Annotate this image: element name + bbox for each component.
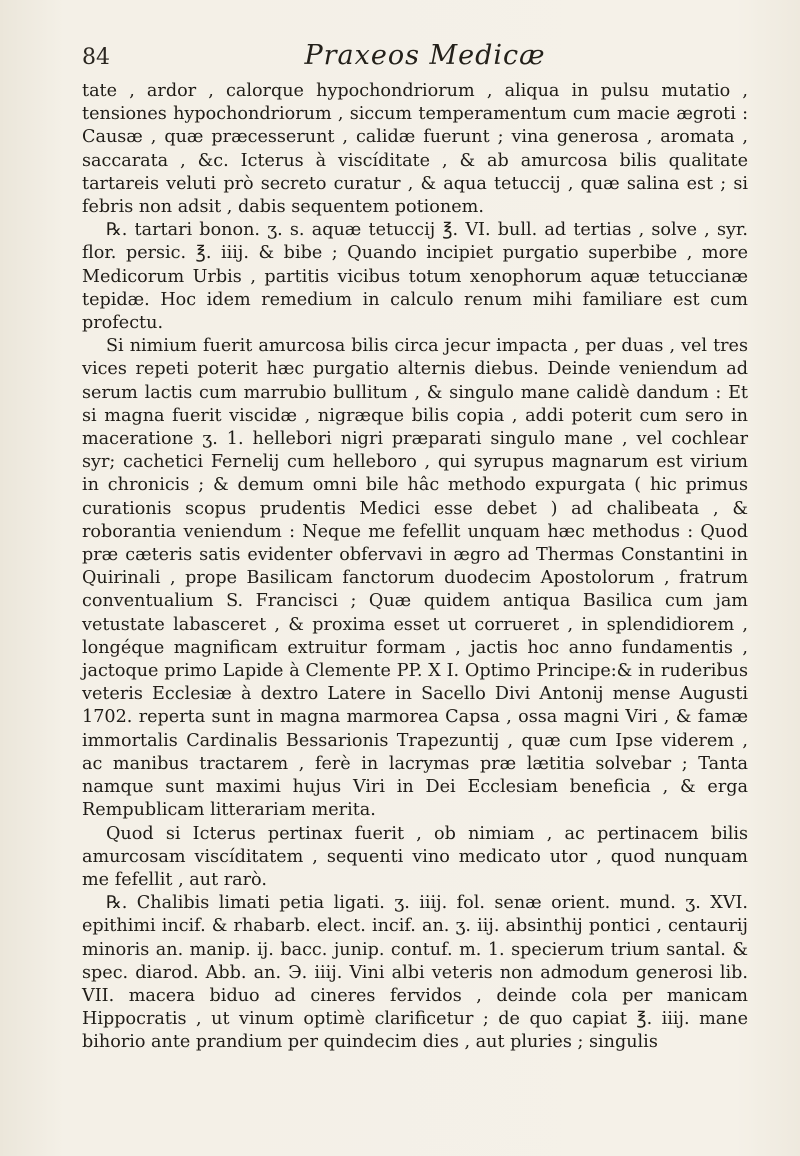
paragraph-recipe-tartar: ℞. tartari bonon. ʒ. s. aquæ tetuccij ℥. VI. bull. ad tertias , solve , syr. flor. persic. ℥. iiij. & bibe ; Quando incipiet purgatio superbibe , more Medicorum Urbis , partitis vicibus totum xenophorum aquæ tetuccianæ tepidæ. Hoc idem remedium in calculo renum mihi familiare est cum profectu. bbox=[82, 220, 748, 334]
paragraph-repeat-purgation: Si nimium fuerit amurcosa bilis circa jecur impacta , per duas , vel tres vices repeti poterit hæc purgatio alternis diebus. Deinde veniendum ad serum lactis cum marrubio bullitum , & singulo mane calidè dandum : Et si magna fuerit viscidæ , nigræque bilis copia , addi poterit cum sero in maceratione ʒ. 1. hellebori nigri præparati singulo mane , vel cochlear syr; cachetici Fernelij cum helleboro , qui syrupus magnarum est virium in chronicis ; & demum omni bile hâc methodo expurgata ( hic primus curationis scopus prudentis Medici esse debet ) ad chalibeata , & roborantia veniendum : Neque me fefellit unquam hæc methodus : Quod præ cæteris satis evidenter obfervavi in ægro ad Thermas Constantini in Quirinali , prope Basilicam fanctorum duodecim Apostolorum , fratrum conventualium S. Francisci ; Quæ quidem antiqua Basilica cum jam vetustate labasceret , & proxima esset ut corrueret , in splendidiorem , longéque magnificam extruitur formam , jactis hoc anno fundamentis , jactoque primo Lapide à Clemente PP. X I. Optimo Principe:& in ruderibus veteris Ecclesiæ à dextro Latere in Sacello Divi Antonij mense Augusti 1702. reperta sunt in magna marmorea Capsa , ossa magni Viri , & famæ immortalis Cardinalis Bessarionis Trapezuntij , quæ cum Ipse viderem , ac manibus tractarem , ferè in lacrymas præ lætitia solvebar ; Tanta namque sunt maximi hujus Viri in Dei Ecclesiam beneficia , & erga Rempublicam litterariam merita. bbox=[82, 336, 748, 821]
page-header bbox=[82, 40, 748, 74]
body-text bbox=[82, 80, 748, 1055]
paragraph-recipe-chalybeate-wine: ℞. Chalibis limati petia ligati. ʒ. iiij. fol. senæ orient. mund. ʒ. XVI. epithimi incif. & rhabarb. elect. incif. an. ʒ. iij. absinthij pontici , centaurij minoris an. manip. ij. bacc. junip. contuf. m. 1. specierum trium santal. & spec. diarod. Abb. an. Э. iiij. Vini albi veteris non admodum generosi lib. VII. macera biduo ad cineres fervidos , deinde cola per manicam Hippocratis , ut vinum optimè clarificetur ; de quo capiat ℥. iiij. mane bihorio ante prandium per quindecim dies , aut pluries ; singulis bbox=[82, 893, 748, 1053]
running-title: Praxeos Medicæ bbox=[304, 40, 546, 71]
paragraph-pertinax-icterus: Quod si Icterus pertinax fuerit , ob nimiam , ac pertinacem bilis amurcosam viscíditatem , sequenti vino medicato utor , quod nunquam me fefellit , aut rarò. bbox=[82, 823, 748, 890]
page-number: 84 bbox=[82, 45, 110, 70]
paragraph-icterus-causes: tate , ardor , calorque hypochondriorum , aliqua in pulsu mutatio , tensiones hypochondriorum , siccum temperamentum cum macie ægroti : Causæ , quæ præcesserunt , calidæ fuerunt ; vina generosa , aromata , saccarata , &c. Icterus à viscíditate , & ab amurcosa bilis qualitate tartareis veluti prò secreto curatur , & aqua tetuccij , quæ salina est ; si febris non adsit , dabis sequentem potionem. bbox=[82, 81, 748, 218]
